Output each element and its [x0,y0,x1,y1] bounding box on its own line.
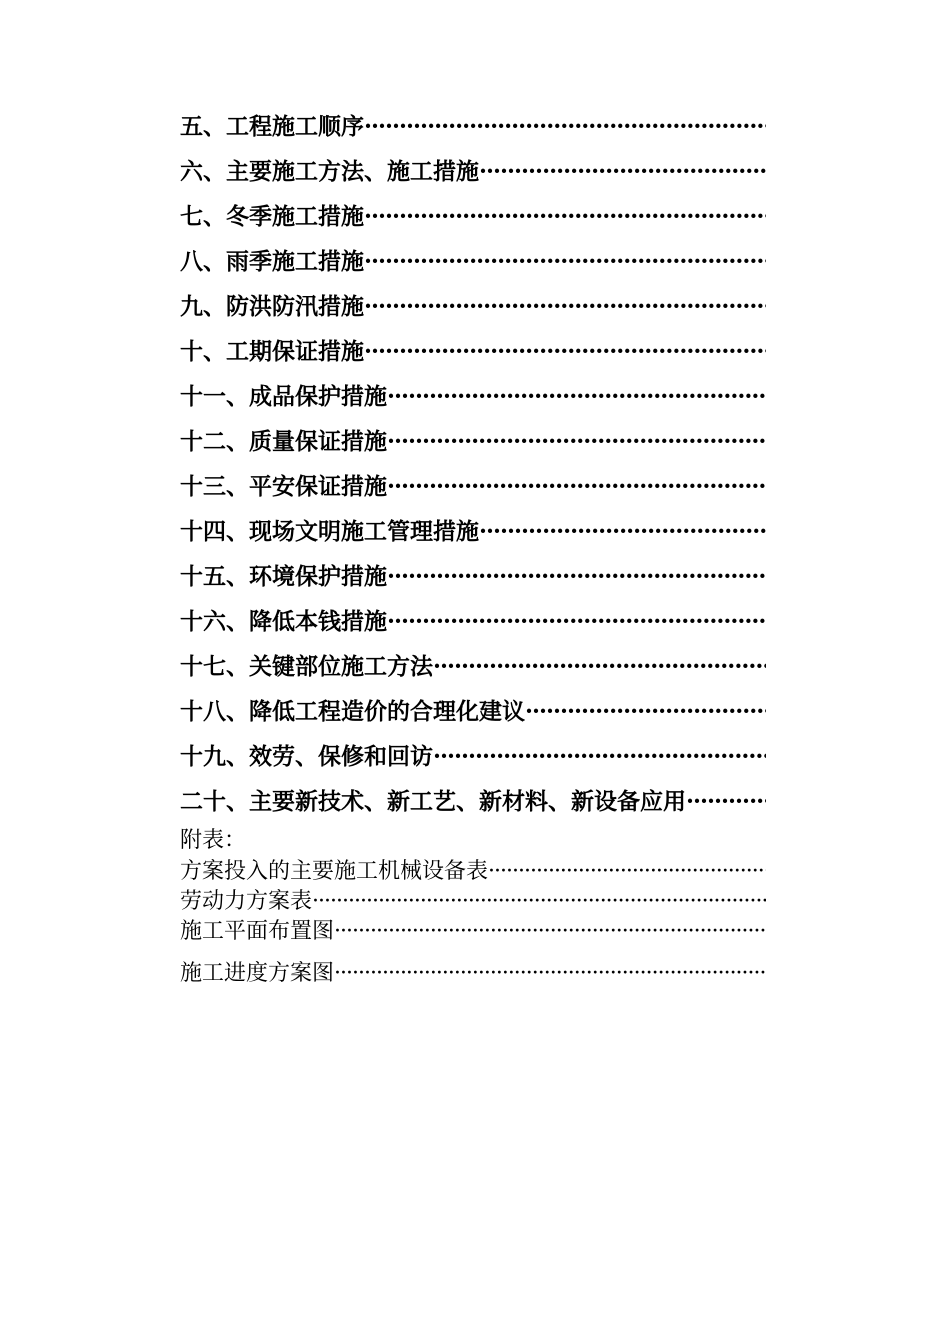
dot-leader [387,374,766,419]
dot-leader [364,194,766,239]
toc-entry-title: 九、防洪防汛措施 [180,293,364,320]
appendix-entry[interactable] [180,917,766,947]
appendix-entry[interactable] [180,857,766,887]
toc-entry-title: 十二、质量保证措施 [180,428,387,455]
toc-entry[interactable] [180,329,766,374]
toc-entry-title: 十九、效劳、保修和回访 [180,743,433,770]
toc-entry-title: 十四、现场文明施工管理措施 [180,518,479,545]
appendix-entry[interactable] [180,959,766,989]
dot-leader [387,464,766,509]
toc-entry-title: 七、冬季施工措施 [180,203,364,230]
dot-leader [488,857,766,887]
dot-leader [312,887,766,917]
dot-leader [479,149,766,194]
dot-leader [334,959,766,989]
dot-leader [525,689,766,734]
dot-leader [334,917,766,947]
appendix-entry-title: 劳动力方案表 [180,889,313,914]
toc-entry-title: 十六、降低本钱措施 [180,608,387,635]
dot-leader [387,554,766,599]
toc-entry-title: 十一、成品保护措施 [180,383,387,410]
appendix-entry[interactable] [180,887,766,917]
appendix-entry-title: 施工进度方案图 [180,961,335,986]
appendix-entry-title: 施工平面布置图 [180,919,335,944]
toc-entry-title: 十三、平安保证措施 [180,473,387,500]
dot-leader [479,509,766,554]
table-of-contents [180,104,766,989]
dot-leader [433,644,766,689]
toc-entry[interactable] [180,419,766,464]
toc-entry[interactable] [180,149,766,194]
toc-entry-title: 十八、降低工程造价的合理化建议 [180,698,525,725]
dot-leader [364,284,766,329]
toc-entry[interactable] [180,509,766,554]
toc-entry-title: 十七、关键部位施工方法 [180,653,433,680]
toc-entry[interactable] [180,644,766,689]
toc-entry-title: 二十、主要新技术、新工艺、新材料、新设备应用 [180,788,686,815]
dot-leader [433,734,766,779]
toc-entry[interactable] [180,554,766,599]
dot-leader [364,239,766,284]
toc-entry[interactable] [180,104,766,149]
toc-entry[interactable] [180,599,766,644]
toc-entry-title: 五、工程施工顺序 [180,113,364,140]
toc-entry-title: 十五、环境保护措施 [180,563,387,590]
toc-entry[interactable] [180,374,766,419]
toc-entry[interactable] [180,779,766,824]
dot-leader [364,104,766,149]
dot-leader [387,599,766,644]
toc-entry[interactable] [180,464,766,509]
appendix-entry-title: 方案投入的主要施工机械设备表 [180,859,489,884]
dot-leader [364,329,766,374]
toc-entry[interactable] [180,239,766,284]
toc-entry[interactable] [180,689,766,734]
toc-entry-title: 八、雨季施工措施 [180,248,364,275]
toc-entry[interactable] [180,284,766,329]
toc-entry[interactable] [180,734,766,779]
toc-entry-title: 六、主要施工方法、施工措施 [180,158,479,185]
toc-entry-title: 十、工期保证措施 [180,338,364,365]
dot-leader [686,779,766,824]
toc-entry[interactable] [180,194,766,239]
dot-leader [387,419,766,464]
appendix-heading: 附表： [180,828,247,853]
